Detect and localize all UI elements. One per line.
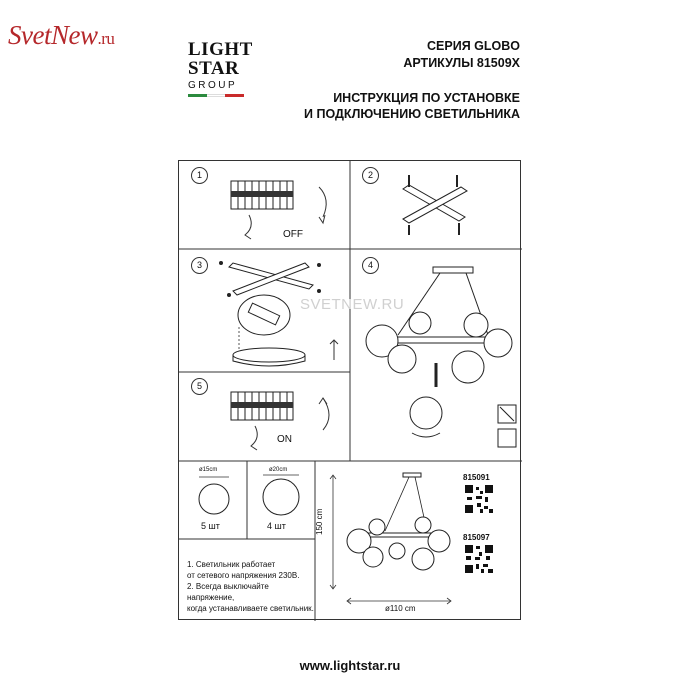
note-line-1: 1. Светильник работает	[187, 560, 276, 569]
center-watermark: SVETNEW.RU	[300, 296, 405, 313]
article-2: 815097	[463, 533, 490, 542]
glass-shade-small-icon	[197, 475, 231, 517]
shade-large-panel	[247, 461, 315, 539]
watermark-main: SvetNew	[8, 20, 98, 50]
site-watermark	[8, 20, 114, 51]
qr-code-1-icon	[465, 485, 493, 513]
italian-flag-icon	[188, 94, 244, 97]
shade-large-qty: 4 шт	[267, 521, 286, 531]
step-5-label: ON	[277, 434, 292, 445]
dimension-panel	[315, 461, 522, 621]
note-line-3: 2. Всегда выключайте напряжение,	[187, 582, 269, 602]
step-5-panel	[179, 372, 350, 461]
shade-small-panel	[179, 461, 247, 539]
qr-code-2-icon	[465, 545, 493, 573]
shade-small-qty: 5 шт	[201, 521, 220, 531]
watermark-sub: .ru	[97, 29, 115, 48]
instruction-frame	[178, 160, 521, 620]
shade-small-diameter: ø15cm	[199, 467, 218, 473]
step-1-label: OFF	[283, 229, 303, 240]
note-line-2: от сетевого напряжения 230В.	[187, 571, 300, 580]
height-dimension: 150 cm	[315, 508, 324, 535]
chandelier-assembly-icon	[358, 263, 520, 459]
articles-title: АРТИКУЛЫ 81509X	[403, 56, 520, 70]
note-line-4: когда устанавливаете светильник.	[187, 604, 314, 613]
brand-logo	[188, 39, 253, 108]
step-4-number: 4	[362, 257, 379, 274]
terminal-block-off-icon	[219, 175, 339, 245]
chandelier-dimensions-icon	[315, 461, 455, 621]
step-4-panel	[350, 249, 522, 461]
logo-line1: LIGHT	[188, 39, 253, 60]
instruction-title-line2: И ПОДКЛЮЧЕНИЮ СВЕТИЛЬНИКА	[304, 107, 520, 121]
step-5-number: 5	[191, 378, 208, 395]
step-3-number: 3	[191, 257, 208, 274]
shade-large-diameter: ø20cm	[269, 467, 288, 473]
safety-notes	[187, 559, 315, 614]
logo-line3: GROUP	[188, 80, 238, 91]
glass-shade-large-icon	[259, 473, 303, 519]
series-title: СЕРИЯ GLOBO	[427, 39, 520, 53]
step-2-panel	[350, 161, 522, 249]
instruction-title-line1: ИНСТРУКЦИЯ ПО УСТАНОВКЕ	[333, 91, 520, 105]
mounting-bracket-icon	[395, 169, 485, 244]
logo-line2: STAR	[188, 58, 240, 79]
terminal-block-on-icon	[219, 386, 339, 456]
step-2-number: 2	[362, 167, 379, 184]
article-1: 815091	[463, 473, 490, 482]
step-1-number: 1	[191, 167, 208, 184]
step-1-panel	[179, 161, 350, 249]
width-dimension: ø110 cm	[385, 604, 416, 613]
footer-url: www.lightstar.ru	[299, 658, 401, 673]
